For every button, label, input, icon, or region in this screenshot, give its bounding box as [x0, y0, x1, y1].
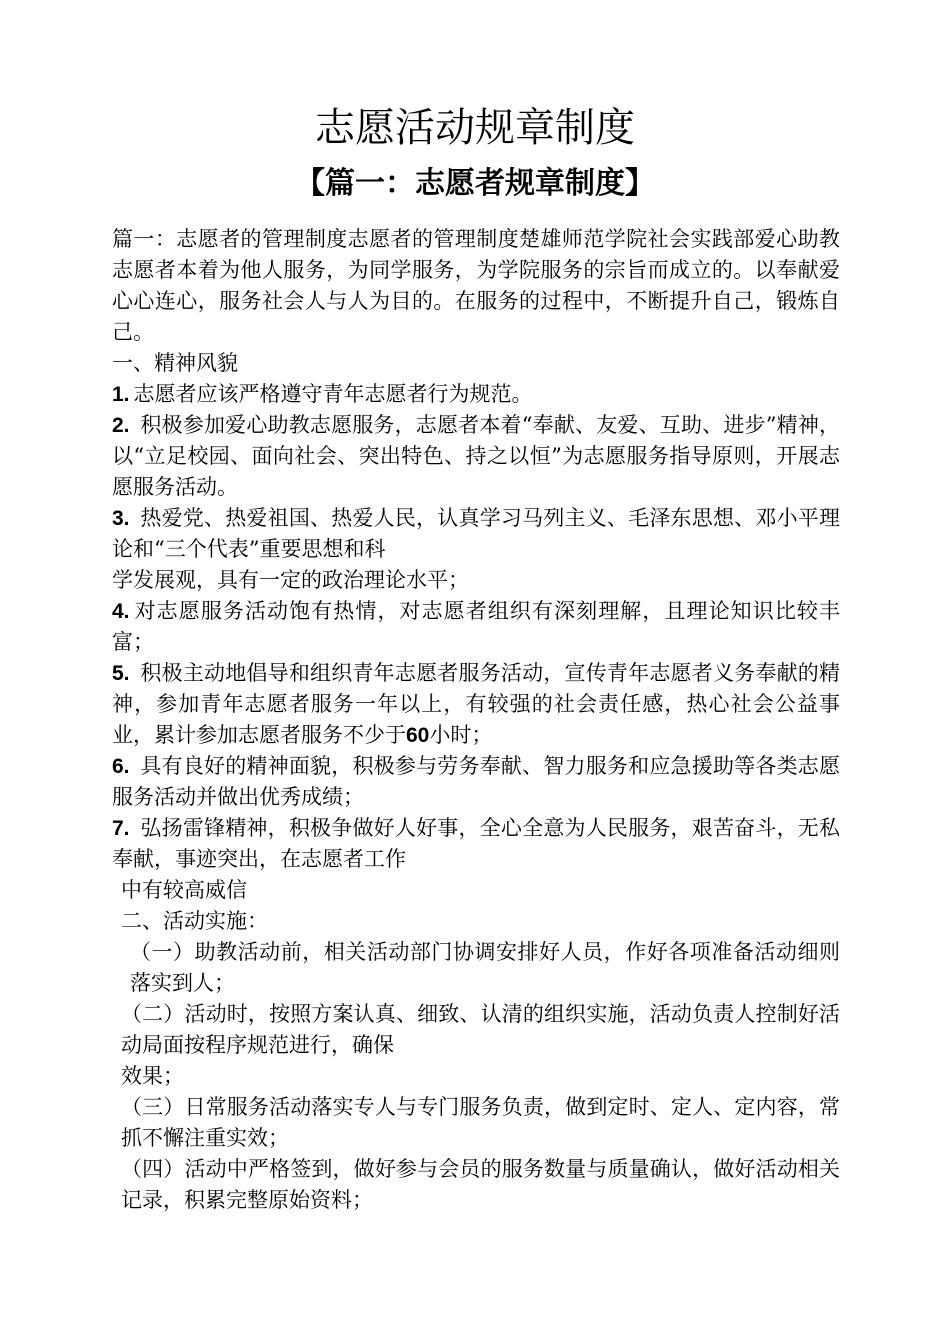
section1-item-7-continuation: 中有较高威信 — [121, 878, 247, 902]
section2-item-4: （四）活动中严格签到，做好参与会员的服务数量与质量确认，做好活动相关记录，积累完整原始资料； — [121, 1157, 840, 1212]
section2-item-2-continuation: 效果； — [121, 1064, 184, 1088]
section2-item-2: （二）活动时，按照方案认真、细致、认清的组织实施，活动负责人控制好活动局面按程序规范进行，确保 — [121, 1002, 840, 1057]
document-body — [112, 224, 840, 1216]
section1-item-3-continuation: 学发展观，具有一定的政治理论水平； — [112, 568, 469, 592]
item-number: 4. — [112, 600, 130, 623]
item-text: 志愿者应该严格遵守青年志愿者行为规范。 — [133, 382, 533, 406]
item-text: 积极主动地倡导和组织青年志愿者服务活动，宣传青年志愿者义务奉献的精神，参加青年志愿者服务一年以上，有较强的社会责任感，热心社会公益事业，累计参加志愿者服务不少于 — [112, 661, 840, 747]
document-title: 志愿活动规章制度 — [315, 105, 635, 151]
item-number: 6. — [112, 755, 130, 778]
item-text-end: 小时； — [429, 723, 493, 747]
section1-item-5 — [112, 658, 840, 751]
section1-item-7 — [112, 813, 840, 875]
section2-heading: 二、活动实施： — [121, 909, 268, 933]
section1-heading: 一、精神风貌 — [112, 351, 238, 375]
item-number: 7. — [112, 817, 130, 840]
section1-item-6 — [112, 751, 840, 813]
item-number: 2. — [112, 414, 130, 437]
section1-item-2 — [112, 410, 840, 503]
item-number: 1. — [112, 383, 130, 406]
item-number: 3. — [112, 507, 130, 530]
intro-paragraph: 篇一：志愿者的管理制度志愿者的管理制度楚雄师范学院社会实践部爱心助教志愿者本着为他人服务，为同学服务，为学院服务的宗旨而成立的。以奉献爱心心连心，服务社会人与人为目的。在服务的过程中，不断提升自己，锻炼自己。 — [112, 227, 840, 344]
hours-value: 60 — [406, 724, 430, 747]
section2-item-3: （三）日常服务活动落实专人与专门服务负责，做到定时、定人、定内容，常抓不懈注重实效； — [121, 1095, 840, 1150]
document-subtitle: 【篇一：志愿者规章制度】 — [295, 166, 655, 201]
item-text: 热爱党、热爱祖国、热爱人民，认真学习马列主义、毛泽东思想、邓小平理论和“三个代表”重要思想和科 — [112, 506, 840, 561]
section1-item-1 — [112, 379, 840, 410]
item-text: 对志愿服务活动饱有热情，对志愿者组织有深刻理解，且理论知识比较丰富； — [112, 599, 840, 654]
item-text: 弘扬雷锋精神，积极争做好人好事，全心全意为人民服务，艰苦奋斗，无私奉献，事迹突出，在志愿者工作 — [112, 816, 840, 871]
section1-item-3 — [112, 503, 840, 565]
section2-item-1: （一）助教活动前，相关活动部门协调安排好人员，作好各项准备活动细则落实到人； — [130, 940, 840, 995]
section1-item-4 — [112, 596, 840, 658]
item-number: 5. — [112, 662, 130, 685]
item-text: 积极参加爱心助教志愿服务，志愿者本着“奉献、友爱、互助、进步”精神，以“立足校园、面向社会、突出特色、持之以恒”为志愿服务指导原则，开展志愿服务活动。 — [112, 413, 841, 499]
item-text: 具有良好的精神面貌，积极参与劳务奉献、智力服务和应急援助等各类志愿服务活动并做出优秀成绩； — [112, 754, 840, 809]
